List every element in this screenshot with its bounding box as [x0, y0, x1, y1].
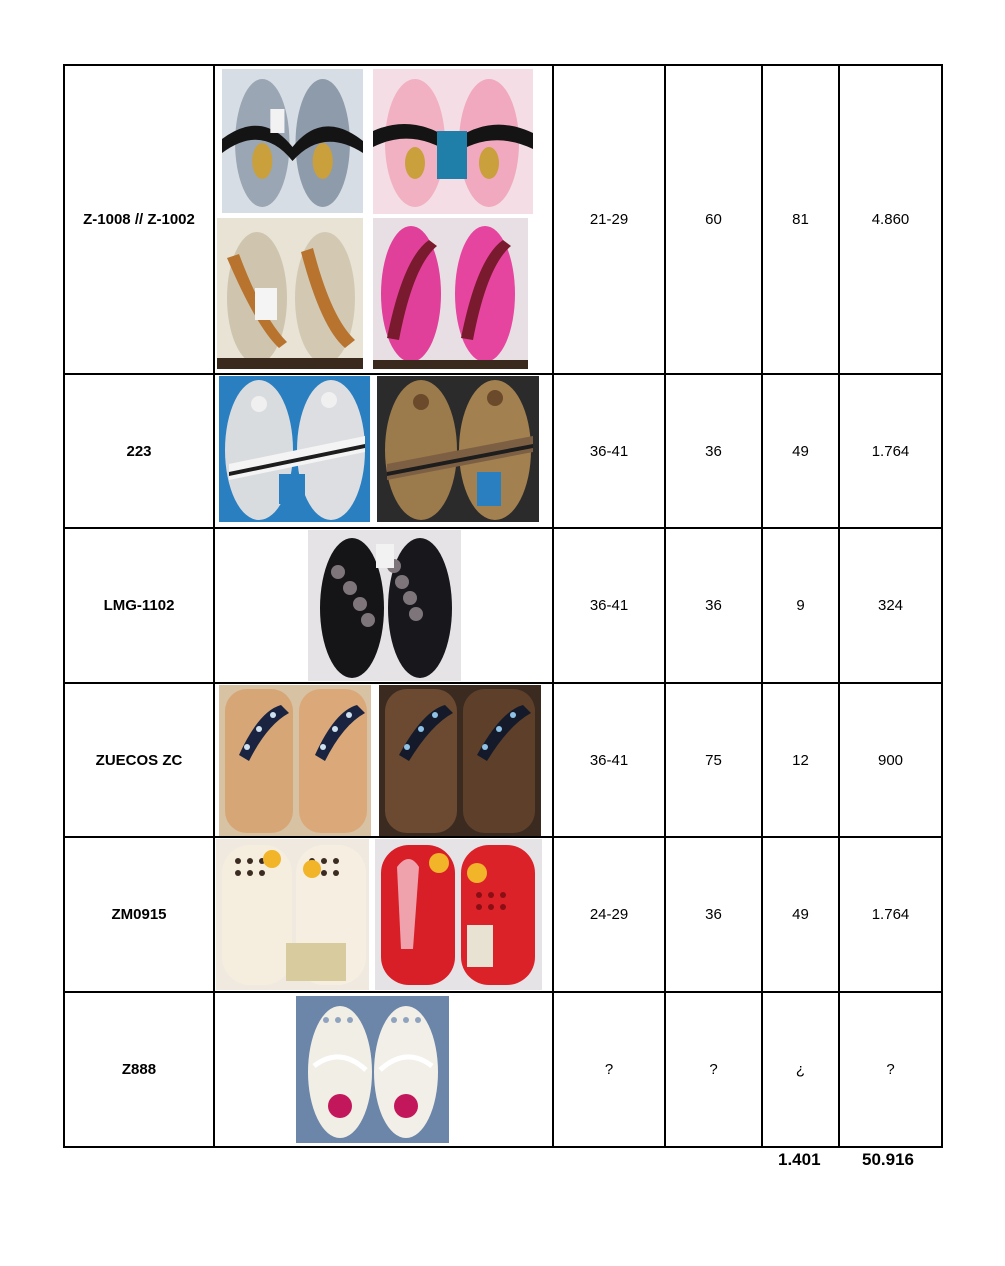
product-code: 223 [64, 374, 214, 528]
product-photo [375, 839, 542, 990]
value-cell: ? [839, 992, 942, 1147]
product-photo [222, 69, 363, 213]
size-range: 24-29 [553, 837, 665, 992]
product-code: Z888 [64, 992, 214, 1147]
product-photos [214, 683, 553, 837]
table-row [64, 683, 942, 837]
value-cell: 324 [839, 528, 942, 683]
table-row [64, 374, 942, 528]
value-cell: 12 [762, 683, 839, 837]
product-code: Z-1008 // Z-1002 [64, 65, 214, 374]
product-photos [214, 374, 553, 528]
value-cell: 9 [762, 528, 839, 683]
size-range: 36-41 [553, 683, 665, 837]
size-range: 36-41 [553, 374, 665, 528]
value-cell: 49 [762, 374, 839, 528]
table-row [64, 65, 942, 374]
value-cell: 4.860 [839, 65, 942, 374]
value-cell: 1.764 [839, 374, 942, 528]
product-photo [219, 685, 371, 836]
product-code: LMG-1102 [64, 528, 214, 683]
value-cell: 1.764 [839, 837, 942, 992]
inventory-table [63, 64, 943, 1148]
product-code: ZM0915 [64, 837, 214, 992]
product-photo [308, 530, 461, 681]
table-row [64, 837, 942, 992]
product-code: ZUECOS ZC [64, 683, 214, 837]
value-cell: 81 [762, 65, 839, 374]
size-range: ? [553, 992, 665, 1147]
product-photo [377, 376, 539, 522]
total-col4: 1.401 [778, 1150, 821, 1169]
value-cell: 60 [665, 65, 762, 374]
product-photo [373, 69, 533, 214]
value-cell: 75 [665, 683, 762, 837]
value-cell: 36 [665, 528, 762, 683]
product-photo [216, 839, 369, 990]
product-photos [214, 528, 553, 683]
table-row [64, 992, 942, 1147]
product-photo [379, 685, 541, 836]
product-photos [214, 992, 553, 1147]
product-photo [296, 996, 449, 1143]
total-col5: 50.916 [862, 1150, 914, 1169]
product-photos [214, 65, 553, 374]
size-range: 21-29 [553, 65, 665, 374]
product-photo [219, 376, 370, 522]
product-photo [373, 218, 528, 369]
value-cell: 36 [665, 374, 762, 528]
table-row [64, 528, 942, 683]
product-photo [217, 218, 363, 369]
value-cell: 49 [762, 837, 839, 992]
value-cell: 36 [665, 837, 762, 992]
value-cell: 900 [839, 683, 942, 837]
size-range: 36-41 [553, 528, 665, 683]
value-cell: ¿ [762, 992, 839, 1147]
value-cell: ? [665, 992, 762, 1147]
product-photos [214, 837, 553, 992]
